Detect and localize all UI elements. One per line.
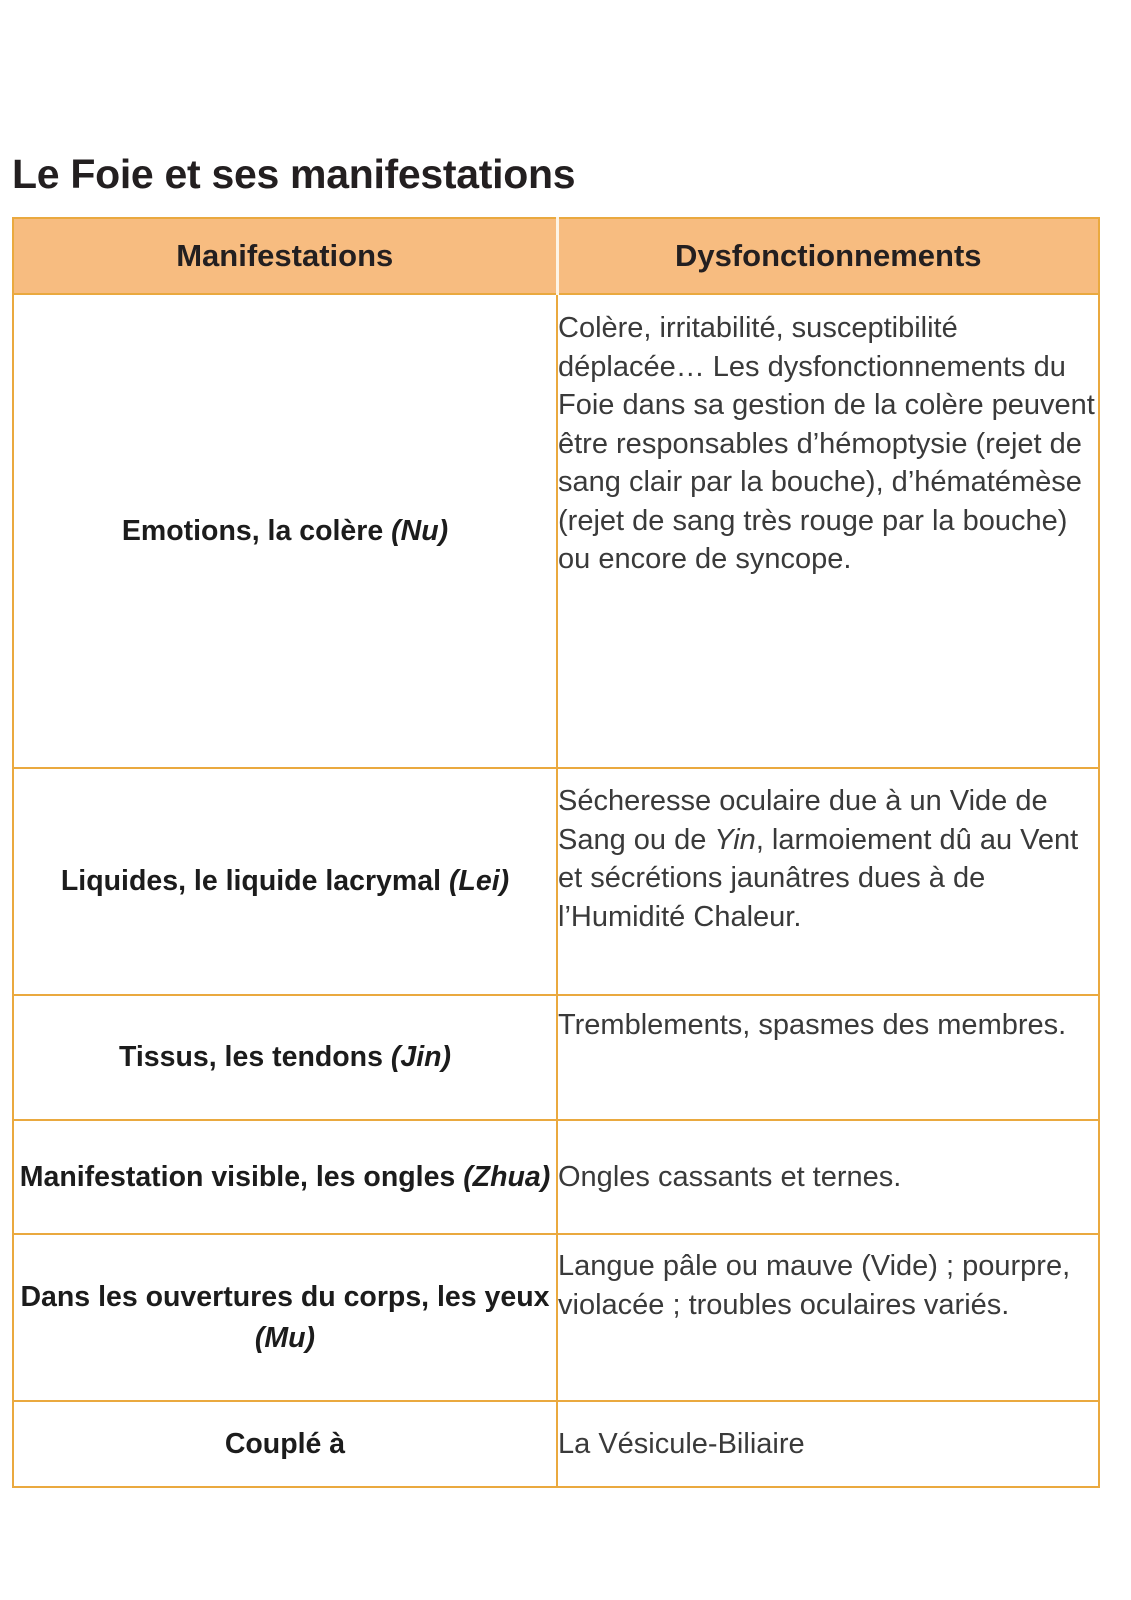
table-row [13,995,1099,1120]
table-header [13,218,1099,294]
table-row [13,768,1099,995]
manifestations-table [12,217,1100,1488]
manifestation-term: (Nu) [391,514,449,547]
manifestations-table-wrapper [12,217,1098,1488]
table-body [13,294,1099,1487]
cell-dysfonctionnement [557,294,1099,768]
table-header-row [13,218,1099,294]
manifestation-label: Manifestation visible, les ongles [19,1160,464,1193]
page-title: Le Foie et ses manifestations [12,151,576,198]
dysfonctionnement-text: Sécheresse oculaire due à un Vide de Sang ou de [558,785,1048,856]
cell-manifestation [13,1234,557,1401]
cell-manifestation [13,1120,557,1234]
manifestation-label: Couplé à [224,1427,346,1460]
dysfonctionnement-text-cont: , larmoiement dû au Vent et sécrétions jaunâtres dues à de l’Humidité Chaleur. [558,823,1079,933]
cell-dysfonctionnement [557,1234,1099,1401]
cell-dysfonctionnement [557,995,1099,1120]
table-row [13,1120,1099,1234]
dysfonctionnement-text: La Vésicule-Biliaire [558,1427,805,1460]
cell-manifestation [13,995,557,1120]
manifestation-label: Liquides, le liquide lacrymal [60,865,449,897]
dysfonctionnement-text: Ongles cassants et ternes. [558,1160,902,1193]
cell-manifestation [13,294,557,768]
manifestation-term: (Zhua) [463,1160,551,1193]
dysfonctionnement-emphasis: Yin [714,823,756,856]
dysfonctionnement-text: Langue pâle ou mauve (Vide) ; pourpre, violacée ; troubles oculaires variés. [558,1250,1071,1321]
dysfonctionnement-text: Colère, irritabilité, susceptibilité déplacée… Les dysfonctionnements du Foie dans sa gestion de la colère peuvent être responsables d’hémoptysie (rejet de sang clair par la bouche), d’hématémèse (rejet de sang très rouge par la bouche) ou encore de syncope. [558,312,1095,575]
cell-dysfonctionnement [557,1401,1099,1487]
manifestation-term: (Mu) [254,1321,316,1354]
manifestation-label: Tissus, les tendons [118,1041,391,1073]
column-header-manifestations: Manifestations [13,218,557,294]
manifestation-term: (Jin) [390,1041,452,1073]
manifestation-label: Emotions, la colère [121,514,392,547]
table-row [13,1401,1099,1487]
column-header-dysfonctionnements: Dysfonctionnements [557,218,1099,294]
cell-manifestation [13,1401,557,1487]
table-row [13,294,1099,768]
cell-dysfonctionnement [557,1120,1099,1234]
manifestation-term: (Lei) [448,865,510,897]
table-row [13,1234,1099,1401]
manifestation-label: Dans les ouvertures du corps, les yeux [20,1280,550,1313]
cell-manifestation [13,768,557,995]
dysfonctionnement-text: Tremblements, spasmes des membres. [558,1009,1067,1041]
cell-dysfonctionnement [557,768,1099,995]
